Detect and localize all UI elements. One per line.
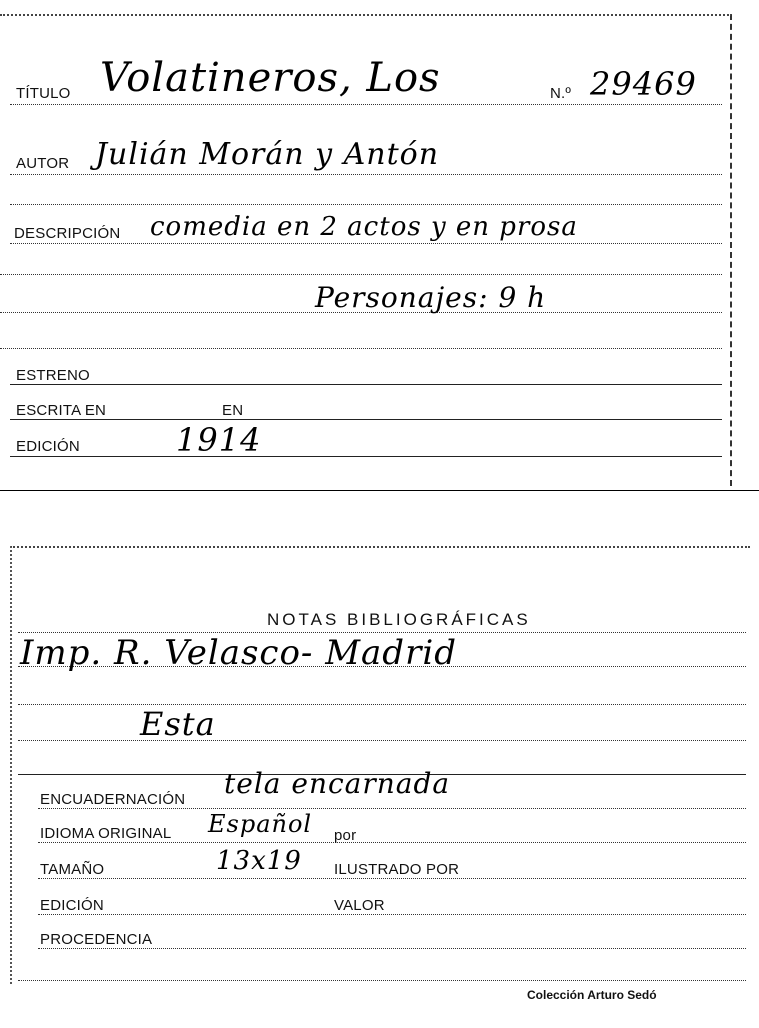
notes-line-2: Esta — [140, 705, 216, 743]
autor-value: Julián Morán y Antón — [95, 137, 440, 172]
notes-rule — [18, 704, 746, 705]
front-card-bottom-edge — [0, 490, 759, 491]
descripcion-value: comedia en 2 actos y en prosa — [150, 212, 578, 242]
estreno-rule — [10, 384, 722, 385]
por-label: por — [334, 827, 357, 844]
titulo-value: Volatineros, Los — [100, 55, 441, 101]
idioma-label: IDIOMA ORIGINAL — [40, 825, 172, 842]
blank-rule — [0, 274, 722, 275]
autor-label: AUTOR — [16, 155, 70, 172]
blank-rule — [0, 348, 722, 349]
front-card — [0, 14, 732, 486]
tamano-value: 13x19 — [216, 846, 302, 876]
ilustrado-label: ILUSTRADO POR — [334, 861, 460, 878]
encuadernacion-value: tela encarnada — [224, 767, 451, 800]
descripcion-label: DESCRIPCIÓN — [14, 225, 121, 242]
idioma-rule — [38, 842, 746, 843]
valor-label: VALOR — [334, 897, 385, 914]
procedencia-rule — [38, 948, 746, 949]
notes-line-1: Imp. R. Velasco- Madrid — [20, 633, 457, 673]
idioma-value: Español — [208, 810, 313, 838]
titulo-label: TÍTULO — [16, 85, 71, 102]
edicion-rule — [10, 456, 722, 457]
edicion-value: 1914 — [176, 421, 262, 459]
en-label: EN — [222, 402, 244, 419]
descripcion-rule — [10, 243, 722, 244]
encuadernacion-rule — [38, 808, 746, 809]
encuadernacion-label: ENCUADERNACIÓN — [40, 791, 186, 808]
edicion-label: EDICIÓN — [40, 897, 104, 914]
back-card — [10, 546, 750, 984]
estreno-label: ESTRENO — [16, 367, 90, 384]
tamano-label: TAMAÑO — [40, 861, 105, 878]
notes-rule — [18, 740, 746, 741]
bottom-rule — [18, 980, 746, 981]
blank-rule — [10, 204, 722, 205]
autor-rule — [10, 174, 722, 175]
edicion-rule — [38, 914, 746, 915]
escrita-en-label: ESCRITA EN — [16, 402, 107, 419]
numero-value: 29469 — [590, 65, 697, 103]
escrita-rule — [10, 419, 722, 420]
personajes-value: Personajes: 9 h — [315, 281, 547, 314]
titulo-rule — [10, 104, 722, 105]
numero-label: N.º — [550, 85, 572, 102]
tamano-rule — [38, 878, 746, 879]
notas-heading: NOTAS BIBLIOGRÁFICAS — [267, 610, 531, 629]
edicion-label: EDICIÓN — [16, 438, 80, 455]
procedencia-label: PROCEDENCIA — [40, 931, 153, 948]
collection-credit: Colección Arturo Sedó — [527, 988, 657, 1002]
